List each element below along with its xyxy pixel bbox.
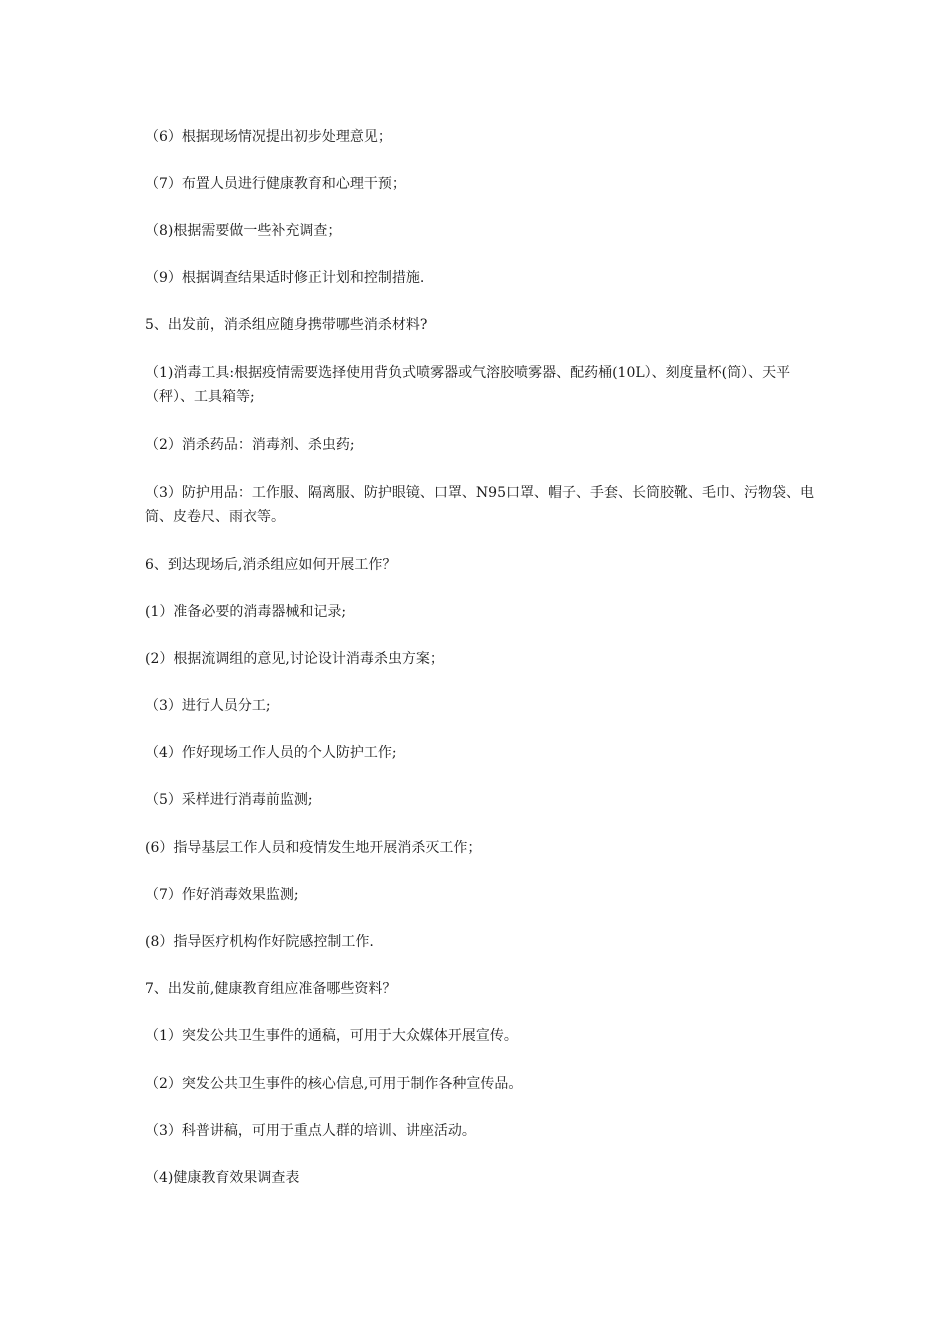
paragraph-press-release: （1）突发公共卫生事件的通稿，可用于大众媒体开展宣传。 (145, 1028, 518, 1044)
paragraph-disinfection-drugs: （2）消杀药品：消毒剂、杀虫药; (145, 437, 355, 453)
paragraph-item-6-suggestion: （6）根据现场情况提出初步处理意见； (145, 129, 392, 145)
paragraph-prepare-equipment: (1）准备必要的消毒器械和记录; (145, 604, 347, 620)
paragraph-survey-form: （4)健康教育效果调查表 (145, 1170, 300, 1186)
paragraph-design-plan: (2）根据流调组的意见,讨论设计消毒杀虫方案； (145, 651, 444, 667)
section-heading-6: 6、到达现场后,消杀组应如何开展工作？ (145, 557, 397, 573)
paragraph-core-information: （2）突发公共卫生事件的核心信息,可用于制作各种宣传品。 (145, 1076, 523, 1092)
paragraph-effect-monitoring: （7）作好消毒效果监测; (145, 887, 299, 903)
paragraph-staff-division: （3）进行人员分工; (145, 698, 271, 714)
paragraph-item-8-supplementary-survey: （8)根据需要做一些补充调查； (145, 223, 342, 239)
paragraph-protective-supplies: （3）防护用品：工作服、隔离服、防护眼镜、口罩、N95口罩、帽子、手套、长筒胶靴、毛巾、污物袋、电筒、皮卷尺、雨衣等。 (145, 485, 814, 525)
paragraph-disinfection-tools: （1)消毒工具:根据疫情需要选择使用背负式喷雾器或气溶胶喷雾器、配药桶(10L）、刻度量杯(筒）、天平（秤）、工具箱等; (145, 365, 791, 405)
section-heading-7: 7、出发前,健康教育组应准备哪些资料？ (145, 981, 397, 997)
paragraph-infection-control: (8）指导医疗机构作好院感控制工作. (145, 934, 374, 950)
section-heading-5: 5、出发前，消杀组应随身携带哪些消杀材料? (145, 317, 428, 333)
paragraph-guide-grassroots: (6）指导基层工作人员和疫情发生地开展消杀灭工作； (145, 840, 482, 856)
paragraph-item-9-revise-plan: （9）根据调查结果适时修正计划和控制措施. (145, 270, 425, 286)
paragraph-pre-disinfection-monitoring: （5）采样进行消毒前监测; (145, 792, 313, 808)
paragraph-science-lecture: （3）科普讲稿，可用于重点人群的培训、讲座活动。 (145, 1123, 476, 1139)
paragraph-item-7-health-education: （7）布置人员进行健康教育和心理干预； (145, 176, 406, 192)
paragraph-personal-protection: （4）作好现场工作人员的个人防护工作; (145, 745, 397, 761)
